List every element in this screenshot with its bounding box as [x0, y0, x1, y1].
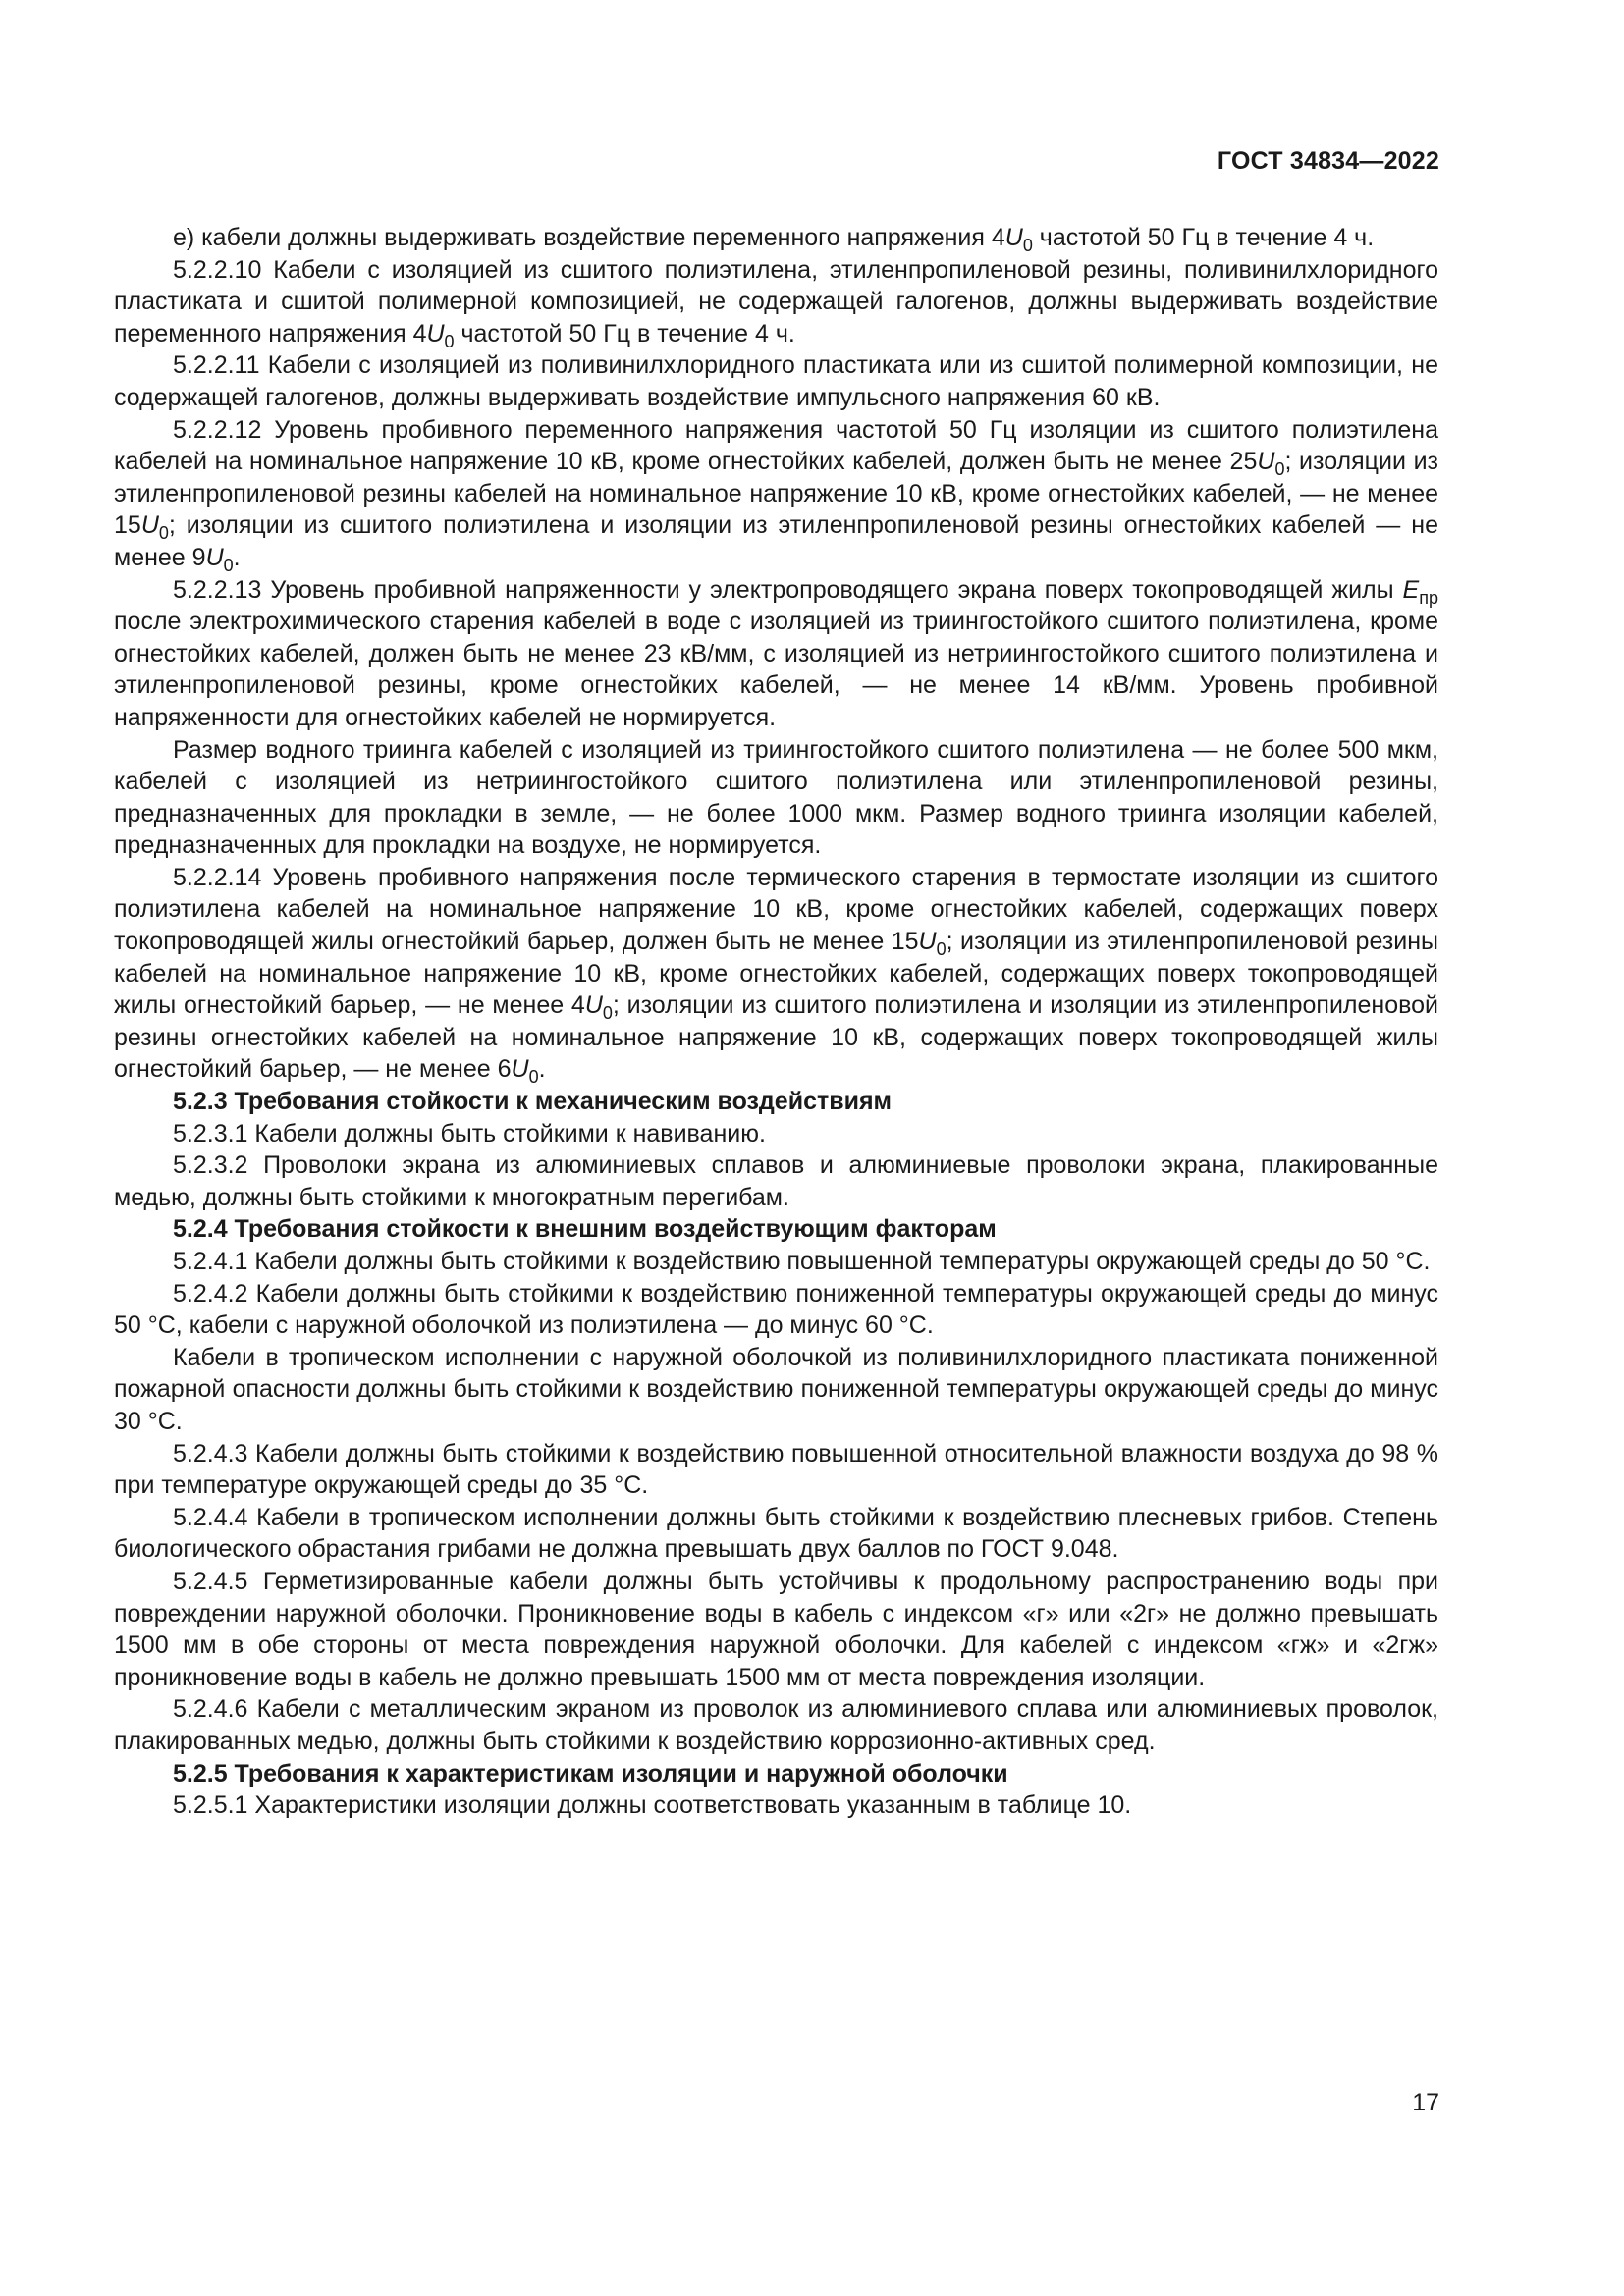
math-symbol: U: [918, 928, 937, 956]
paragraph: 5.2.4.1 Кабели должны быть стойкими к воздействию повышенной температуры окружающей среды до 50 °С.: [173, 1248, 1431, 1275]
paragraph: 5.2.2.10 Кабели с изоляцией из сшитого полиэтилена, этиленпропиленовой резины, поливинилхлоридного пластиката и сшитой полимерной композицией, не содержащей галогенов, должны выдерживать воздействие переменного напряжения $4U_0$ частотой 50 Гц в течение 4 ч.: [114, 255, 1438, 351]
paragraph: Размер водного триинга кабелей с изоляцией из триингостойкого сшитого полиэтилена — не более 500 мкм, кабелей с изоляцией из нетриингостойкого сшитого полиэтилена или этиленпропиленовой резины, предназначенных для прокладки в земле, — не более 1000 мкм. Размер водного триинга изоляции кабелей, предназначенных для прокладки на воздухе, не нормируется.: [114, 735, 1438, 860]
paragraph: 5.2.4.2 Кабели должны быть стойкими к воздействию пониженной температуры окружающей среды до минус 50 °С, кабели с наружной оболочкой из полиэтилена — до минус 60 °С.: [114, 1279, 1438, 1340]
paragraph: 5.2.2.12 Уровень пробивного переменного напряжения частотой 50 Гц изоляции из сшитого полиэтилена кабелей на номинальное напряжение 10 кВ, кроме огнестойких кабелей, должен быть не менее $25U_0$; изоляции из этиленпропиленовой резины кабелей на номинальное напряжение 10 кВ, кроме огнестойких кабелей, — не менее $15U_0$; изоляции из сшитого полиэтилена и изоляции из этиленпропиленовой резины огнестойких кабелей — не менее $9U_0$.: [114, 415, 1439, 575]
math-symbol: E: [1402, 575, 1420, 604]
paragraph: е) кабели должны выдерживать воздействие переменного напряжения $4U_0$ частотой 50 Гц в течение 4 ч.: [173, 224, 1375, 255]
paragraph: 5.2.4.6 Кабели с металлическим экраном из проволок из алюминиевого сплава или алюминиевых проволок, плакированных медью, должны быть стойкими к воздействию коррозионно-активных сред.: [114, 1695, 1438, 1755]
paragraph: 5.2.4.3 Кабели должны быть стойкими к воздействию повышенной относительной влажности воздуха до 98 % при температуре окружающей среды до 35 °С.: [114, 1439, 1438, 1500]
subscript: 0: [1274, 458, 1285, 479]
subscript: 0: [444, 331, 455, 351]
math-symbol: U: [1257, 448, 1275, 476]
paragraph: 5.2.4.4 Кабели в тропическом исполнении должны быть стойкими к воздействию плесневых грибов. Степень биологического обрастания грибами не должна превышать двух баллов по ГОСТ 9.048.: [114, 1503, 1438, 1564]
paragraph: 5.2.3.1 Кабели должны быть стойкими к навиванию.: [173, 1119, 766, 1148]
page-number: 17: [1412, 2089, 1439, 2116]
math-symbol: U: [205, 543, 224, 571]
subscript: 0: [936, 938, 947, 959]
paragraph: 5.2.4.5 Герметизированные кабели должны быть устойчивы к продольному распространению воды при повреждении наружной оболочки. Проникновение воды в кабель с индексом «г» или «2г» не должно превышать 1500 мм в обе стороны от места повреждения наружной оболочки. Для кабелей с индексом «гж» и «2гж» проникновение воды в кабель не должно превышать 1500 мм от места повреждения изоляции.: [114, 1567, 1438, 1691]
subscript: 0: [1022, 235, 1033, 255]
subscript: пр: [1419, 587, 1438, 608]
paragraph: 5.2.5.1 Характеристики изоляции должны соответствовать указанным в таблице 10.: [173, 1791, 1132, 1820]
subscript: 0: [602, 1003, 613, 1023]
math-symbol: U: [584, 991, 603, 1020]
document-body: [114, 222, 1438, 1822]
math-symbol: U: [426, 319, 445, 347]
paragraph: 5.2.2.14 Уровень пробивного напряжения после термического старения в термостате изоляции из сшитого полиэтилена кабелей на номинальное напряжение 10 кВ, кроме огнестойких кабелей, содержащих поверх токопроводящей жилы огнестойкий барьер, должен быть не менее $15U_0$; изоляции из этиленпропиленовой резины кабелей на номинальное напряжение 10 кВ, кроме огнестойких кабелей, содержащих поверх токопроводящей жилы огнестойкий барьер, — не менее $4U_0$; изоляции из сшитого полиэтилена и изоляции из этиленпропиленовой резины огнестойких кабелей на номинальное напряжение 10 кВ, содержащих поверх токопроводящей жилы огнестойкий барьер, — не менее $6U_0$.: [114, 863, 1438, 1088]
math-symbol: U: [511, 1055, 529, 1084]
section-heading: 5.2.4 Требования стойкости к внешним воздействующим факторам: [173, 1215, 997, 1244]
math-symbol: U: [1004, 224, 1023, 251]
subscript: 0: [158, 523, 169, 544]
paragraph: 5.2.3.2 Проволоки экрана из алюминиевых сплавов и алюминиевые проволоки экрана, плакированные медью, должны быть стойкими к многократным перегибам.: [114, 1151, 1438, 1211]
document-header: ГОСТ 34834—2022: [1217, 147, 1439, 175]
paragraph: Кабели в тропическом исполнении с наружной оболочкой из поливинилхлоридного пластиката пониженной пожарной опасности должны быть стойкими к воздействию пониженной температуры окружающей среды до минус 30 °С.: [114, 1343, 1438, 1435]
section-heading: 5.2.3 Требования стойкости к механическим воздействиям: [173, 1088, 893, 1116]
paragraph: 5.2.2.13 Уровень пробивной напряженности у электропроводящего экрана поверх токопроводящей жилы $E_{пр}$ после электрохимического старения кабелей в воде с изоляцией из триингостойкого сшитого полиэтилена, кроме огнестойких кабелей, должен быть не менее 23 кВ/мм, с изоляцией из нетриингостойкого сшитого полиэтилена и этиленпропиленовой резины, кроме огнестойких кабелей, — не менее 14 кВ/мм. Уровень пробивной напряженности для огнестойких кабелей не нормируется.: [114, 575, 1438, 731]
section-heading: 5.2.5 Требования к характеристикам изоляции и наружной оболочки: [173, 1759, 1008, 1788]
subscript: 0: [528, 1067, 539, 1088]
subscript: 0: [223, 555, 234, 575]
math-symbol: U: [140, 511, 159, 540]
paragraph: 5.2.2.11 Кабели с изоляцией из поливинилхлоридного пластиката или из сшитой полимерной композиции, не содержащей галогенов, должны выдерживать воздействие импульсного напряжения 60 кВ.: [114, 351, 1438, 411]
